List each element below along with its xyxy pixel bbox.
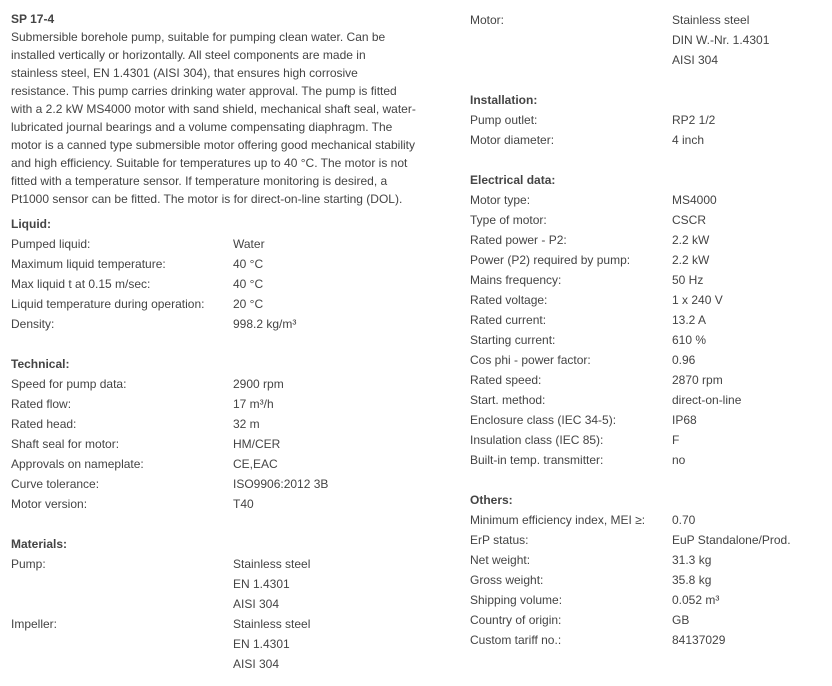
material-line: Stainless steel	[672, 13, 750, 27]
section-heading: Technical:	[11, 357, 70, 371]
spec-label: Gross weight:	[470, 573, 544, 587]
spec-row	[11, 374, 451, 394]
electrical-section	[470, 170, 825, 470]
spec-value: 0.96	[672, 353, 696, 367]
spec-value: no	[672, 453, 686, 467]
description-line: fitted with a temperature sensor. If temperature monitoring is desired, a	[11, 174, 388, 188]
spec-value: 17 m³/h	[233, 397, 274, 411]
spec-row	[11, 454, 451, 474]
spec-value: 610 %	[672, 333, 707, 347]
spec-label: Shipping volume:	[470, 593, 563, 607]
spec-row	[470, 450, 825, 470]
description-line: resistance. This pump carries drinking water approval. The pump is fitted	[11, 84, 397, 98]
spec-value: 35.8 kg	[672, 573, 712, 587]
spec-value: 998.2 kg/m³	[233, 317, 297, 331]
spec-value: 32 m	[233, 417, 260, 431]
spec-label: Pumped liquid:	[11, 237, 91, 251]
spec-value	[233, 554, 451, 614]
spec-value: 0.70	[672, 513, 696, 527]
spec-row	[11, 394, 451, 414]
spec-label: Max liquid t at 0.15 m/sec:	[11, 277, 151, 291]
spec-label: Starting current:	[470, 333, 556, 347]
section-heading: Liquid:	[11, 217, 51, 231]
spec-label: Density:	[11, 317, 55, 331]
description-line: Pt1000 sensor can be fitted. The motor is for direct-on-line starting (DOL).	[11, 192, 403, 206]
spec-row	[470, 110, 825, 130]
spec-value: 0.052 m³	[672, 593, 720, 607]
spec-value: HM/CER	[233, 437, 281, 451]
spec-label: Speed for pump data:	[11, 377, 127, 391]
spec-row	[11, 494, 451, 514]
spec-value: 40 °C	[233, 277, 264, 291]
spec-row	[470, 510, 825, 530]
spec-value: MS4000	[672, 193, 717, 207]
spec-value	[233, 614, 451, 674]
materials-section	[11, 534, 451, 674]
spec-value: 1 x 240 V	[672, 293, 723, 307]
material-line: AISI 304	[233, 657, 280, 671]
spec-value: 2.2 kW	[672, 233, 710, 247]
spec-row	[11, 254, 451, 274]
spec-row	[11, 274, 451, 294]
spec-label: Insulation class (IEC 85):	[470, 433, 604, 447]
spec-value: EuP Standalone/Prod.	[672, 533, 791, 547]
spec-row	[470, 530, 825, 550]
spec-label: Impeller:	[11, 617, 58, 631]
spec-value: T40	[233, 497, 254, 511]
spec-value: CSCR	[672, 213, 707, 227]
spec-row-motor-material	[470, 10, 825, 70]
material-line: EN 1.4301	[233, 637, 290, 651]
spec-row	[470, 290, 825, 310]
spec-row	[470, 610, 825, 630]
material-line: Stainless steel	[233, 617, 311, 631]
section-heading: Installation:	[470, 93, 538, 107]
material-line: Stainless steel	[233, 557, 311, 571]
spec-value: Water	[233, 237, 265, 251]
section-heading: Materials:	[11, 537, 68, 551]
spec-label: Country of origin:	[470, 613, 562, 627]
spec-label: Minimum efficiency index, MEI ≥:	[470, 513, 646, 527]
description-line: Submersible borehole pump, suitable for pumping clean water. Can be	[11, 30, 386, 44]
spec-value: ISO9906:2012 3B	[233, 477, 329, 491]
spec-row	[470, 590, 825, 610]
spec-value: direct-on-line	[672, 393, 742, 407]
spec-value	[672, 10, 825, 70]
spec-value: 2870 rpm	[672, 373, 723, 387]
spec-label: Rated flow:	[11, 397, 72, 411]
spec-value: IP68	[672, 413, 697, 427]
section-heading: Electrical data:	[470, 173, 556, 187]
description-line: and high efficiency. Suitable for temperatures up to 40 °C. The motor is not	[11, 156, 408, 170]
spec-label: Approvals on nameplate:	[11, 457, 144, 471]
spec-row	[470, 570, 825, 590]
spec-label: Start. method:	[470, 393, 546, 407]
liquid-section	[11, 214, 451, 334]
spec-value: CE,EAC	[233, 457, 278, 471]
spec-value: 84137029	[672, 633, 726, 647]
spec-label: Cos phi - power factor:	[470, 353, 591, 367]
spec-row-pump-material	[11, 554, 451, 614]
description-line: motor is a canned type submersible motor offering good mechanical stability	[11, 138, 415, 152]
spec-row	[470, 350, 825, 370]
section-heading: Others:	[470, 493, 513, 507]
product-title: SP 17-4	[11, 12, 55, 26]
spec-value: 50 Hz	[672, 273, 704, 287]
spec-value: 31.3 kg	[672, 553, 712, 567]
spec-label: Pump:	[11, 557, 46, 571]
spec-row	[470, 250, 825, 270]
spec-label: Rated power - P2:	[470, 233, 567, 247]
spec-label: Maximum liquid temperature:	[11, 257, 166, 271]
spec-label: Rated voltage:	[470, 293, 548, 307]
spec-row-impeller-material	[11, 614, 451, 674]
technical-section	[11, 354, 451, 514]
spec-row	[11, 234, 451, 254]
description-line: lubricated journal bearings and a volume compensating diaphragm. The	[11, 120, 393, 134]
spec-label: Custom tariff no.:	[470, 633, 562, 647]
left-column	[11, 10, 451, 674]
product-description	[11, 28, 451, 208]
spec-label: Motor:	[470, 13, 505, 27]
spec-label: Enclosure class (IEC 34-5):	[470, 413, 617, 427]
spec-row	[470, 130, 825, 150]
spec-row	[11, 414, 451, 434]
spec-row	[470, 410, 825, 430]
spec-label: Net weight:	[470, 553, 531, 567]
spec-label: Power (P2) required by pump:	[470, 253, 631, 267]
right-column	[470, 10, 825, 650]
spec-label: Built-in temp. transmitter:	[470, 453, 604, 467]
spec-value: 4 inch	[672, 133, 705, 147]
installation-section	[470, 90, 825, 150]
spec-label: Shaft seal for motor:	[11, 437, 120, 451]
spec-row	[470, 210, 825, 230]
description-line: stainless steel, EN 1.4301 (AISI 304), that ensures high corrosive	[11, 66, 358, 80]
spec-label: Curve tolerance:	[11, 477, 100, 491]
spec-value: RP2 1/2	[672, 113, 716, 127]
spec-row	[11, 294, 451, 314]
spec-value: 2900 rpm	[233, 377, 284, 391]
spec-label: Rated head:	[11, 417, 77, 431]
spec-label: Pump outlet:	[470, 113, 538, 127]
material-line: AISI 304	[672, 53, 719, 67]
spec-value: 40 °C	[233, 257, 264, 271]
spec-value: F	[672, 433, 680, 447]
spec-row	[470, 270, 825, 290]
spec-label: Mains frequency:	[470, 273, 562, 287]
spec-row	[470, 190, 825, 210]
spec-row	[470, 630, 825, 650]
spec-label: Rated current:	[470, 313, 547, 327]
spec-label: Liquid temperature during operation:	[11, 297, 205, 311]
spec-row	[11, 474, 451, 494]
spec-row	[470, 430, 825, 450]
spec-label: ErP status:	[470, 533, 529, 547]
spec-row	[470, 230, 825, 250]
spec-row	[11, 434, 451, 454]
others-section	[470, 490, 825, 650]
spec-label: Motor type:	[470, 193, 531, 207]
material-line: DIN W.-Nr. 1.4301	[672, 33, 770, 47]
spec-label: Motor version:	[11, 497, 88, 511]
material-line: AISI 304	[233, 597, 280, 611]
spec-value: 20 °C	[233, 297, 264, 311]
spec-row	[470, 330, 825, 350]
spec-value: GB	[672, 613, 690, 627]
spec-row	[470, 310, 825, 330]
spec-row	[470, 390, 825, 410]
description-line: with a 2.2 kW MS4000 motor with sand shield, mechanical shaft seal, water-	[11, 102, 416, 116]
spec-value: 2.2 kW	[672, 253, 710, 267]
spec-row	[470, 550, 825, 570]
spec-label: Motor diameter:	[470, 133, 555, 147]
spec-label: Rated speed:	[470, 373, 542, 387]
spec-value: 13.2 A	[672, 313, 707, 327]
spec-label: Type of motor:	[470, 213, 547, 227]
spec-row	[11, 314, 451, 334]
material-line: EN 1.4301	[233, 577, 290, 591]
description-line: installed vertically or horizontally. All steel components are made in	[11, 48, 366, 62]
spec-row	[470, 370, 825, 390]
